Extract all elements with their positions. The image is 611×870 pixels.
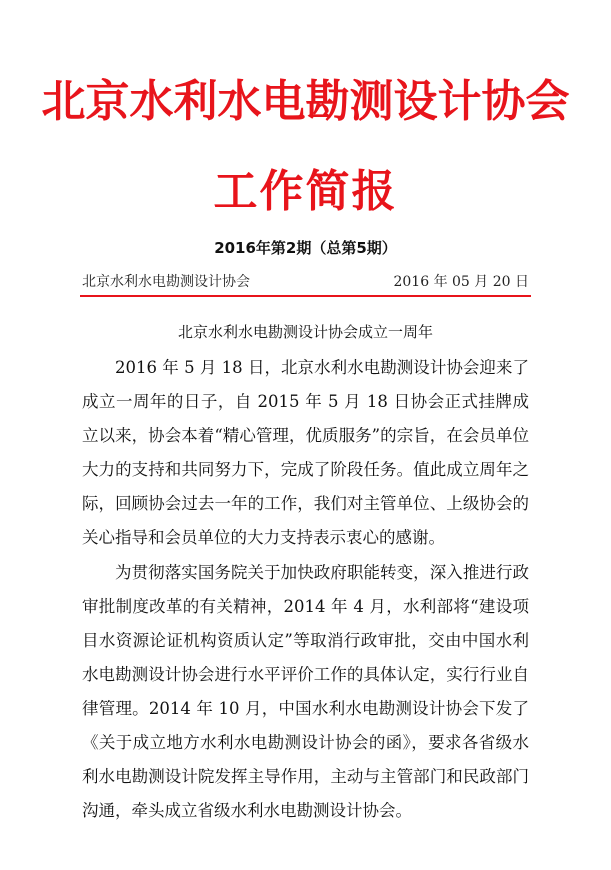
article-title: 北京水利水电勘测设计协会成立一周年 [177, 323, 433, 341]
paragraph-text: 2016 年 5 月 18 日，北京水利水电勘测设计协会迎来了成立一周年的日子，自 2015 年 5 月 18 日协会正式挂牌成立以来，协会本着“精心管理，优质服务”的宗旨，在会员单位大力的支持和共同努力下，完成了阶段任务。值此成立周年之际，回顾协会过去一年的工作，我们对主管单位、上级协会的关心指导和会员单位的大力支持表示衷心的感谢。 [82, 358, 529, 547]
issuing-organization: 北京水利水电勘测设计协会 [82, 274, 250, 290]
issue-date: 2016 年 05 月 20 日 [393, 274, 529, 290]
masthead-subtitle: 工作简报 [213, 166, 398, 217]
paragraph-text: 为贯彻落实国务院关于加快政府职能转变，深入推进行政审批制度改革的有关精神，2014 年 4 月，水利部将“建设项目水资源论证机构资质认定”等取消行政审批，交由中国水利水电勘测设计协会进行水平评价工作的具体认定，实行行业自律管理。2014 年 10 月，中国水利水电勘测设计协会下发了《关于成立地方水利水电勘测设计协会的函》，要求各省级水利水电勘测设计院发挥主导作用，主动与主管部门和民政部门沟通，牵头成立省级水利水电勘测设计协会。 [82, 563, 529, 820]
issue-number: 2016年第2期（总第5期） [214, 239, 397, 257]
article-paragraph-2 [82, 556, 529, 828]
header-divider [80, 295, 531, 297]
masthead-title: 北京水利水电勘测设计协会 [41, 76, 570, 127]
article-paragraph-1 [82, 351, 529, 555]
